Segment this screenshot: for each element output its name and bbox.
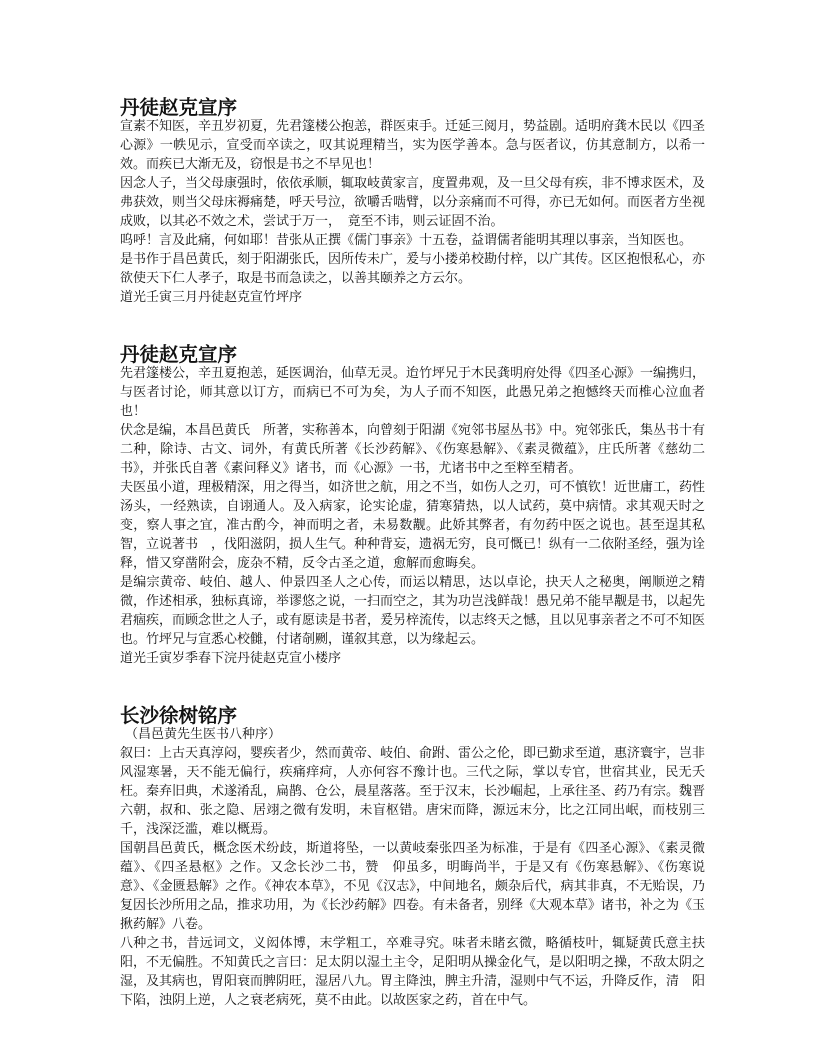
section-spacer	[120, 307, 705, 345]
paragraph: 伏念是编，本昌邑黄氏 所著，实称善本，向曾刻于阳湖《宛邻书屋丛书》中。宛邻张氏，集丛书十有二种，除诗、古文、词外，有黄氏所著《长沙药解》、《伤寒悬解》、《素灵微蕴》，庄氏所著《慈幼二书》，并张氏自著《素问释义》诸书，而《心源》一书，尤诸书中之至粹至精者。	[120, 423, 706, 476]
paragraph: 呜呼！言及此痛，何如耶！昔张从正撰《儒门事亲》十五卷，益谓儒者能明其理以事亲，当知医也。	[120, 233, 693, 248]
section-title: 丹徒赵克宣序	[120, 343, 238, 366]
paragraph: 是编宗黄帝、岐伯、越人、仲景四圣人之心传，而运以精思，达以卓论，抉天人之秘奥，阐顺逆之精微，作述相承，独标真谛，举谬悠之说，一扫而空之，其为功岂浅鲜哉！愚兄弟不能早觏是书，以起先君痼疾，而顾念世之人子，或有愿读是书者，爰另梓流传，以志终天之憾，且以见事亲者之不可不知医也。竹坪兄与宣悉心校雠，付诸剞劂，谨叙其意，以为缘起云。	[120, 575, 706, 647]
paragraph: 国朝昌邑黄氏，概念医术纷歧，斯道将坠，一以黄岐秦张四圣为标准，于是有《四圣心源》、《素灵微蕴》、《四圣悬枢》之作。又念长沙二书，赞 仰虽多，明晦尚半，于是又有《伤寒悬解》、《伤寒说意》、《金匮悬解》之作。《神农本草》，不见《汉志》，中间地名，颇杂后代，病其非真，不无贻误，乃复因长沙所用之品，推求功用，为《长沙药解》四卷。有未备者，别绎《大观本草》诸书，补之为《玉揪药解》八卷。	[120, 841, 706, 932]
paragraph: 因念人子，当父母康强时，依依承顺，辄取岐黄家言，度置弗观，及一旦父母有疾，非不博求医术，及弗获效，则当父母床褥痛楚，呼天号泣，欲嚼舌啮臂，以分亲痛而不可得，亦已无如何。而医者方坐视成败，以其必不效之术，尝试于万一， 竟至不讳，则云证固不治。	[120, 176, 706, 229]
document-page	[120, 98, 705, 1010]
paragraph: 是书作于昌邑黄氏，刻于阳湖张氏，因所传未广，爰与小搂弟校勘付梓，以广其传。区区抱恨私心，亦欲使天下仁人孝子，取是书而急读之，以善其颐养之方云尔。	[120, 252, 706, 286]
paragraph: 先君篴楼公，辛丑夏抱恙，延医调治，仙草无灵。迨竹坪兄于木民龚明府处得《四圣心源》一编携归，与医者讨论，师其意以订方，而病已不可为矣，为人子而不知医，此愚兄弟之抱憾终天而椎心泣血者也！	[120, 366, 706, 419]
section-title: 长沙徐树铭序	[120, 704, 238, 727]
section-title: 丹徒赵克宣序	[120, 96, 238, 119]
date-signature: 道光壬寅三月丹徒赵克宣竹坪序	[120, 290, 303, 305]
section-subtitle: （昌邑黄先生医书八种序）	[125, 727, 282, 742]
paragraph: 宣素不知医，辛丑岁初夏，先君篴楼公抱恙，群医束手。迁延三阅月，势益剧。适明府龚木民以《四圣心源》一帙见示，宣受而卒读之，叹其说理精当，实为医学善本。急与医者议，仿其意制方，以希一效。而疾已大渐无及，窃恨是书之不早见也！	[120, 119, 706, 172]
paragraph: 叙曰：上古天真淳闷，婴疾者少，然而黄帝、岐伯、俞跗、雷公之伦，即已勤求至道，惠济寰宇，岂非风湿寒暑，天不能无偏行，疾痛痒疴，人亦何容不豫计也。三代之际，掌以专官，世宿其业，民无夭枉。秦弃旧典，术遂淆乱，扁鹊、仓公，晨星落落。至于汉末，长沙崛起，上承往圣、药乃有宗。魏晋六朝，叔和、张之隐、居翊之微有发明，未盲枢错。唐宋而降，源远末分，比之江同出岷，而枝别三千，浅深泛滥，难以概焉。	[120, 746, 706, 837]
paragraph: 夫医虽小道，理极精深，用之得当，如济世之航，用之不当，如伤人之刃，可不慎钦！近世庸工，药性汤头，一经熟读，自诩通人。及入病家，论实论虚，猜寒猜热，以人试药，莫中病情。求其观天时之变，察人事之宜，准古酌今，神而明之者，未易数觏。此娇其弊者，有勿药中医之说也。甚至逞其私智，立说著书 ，伐阳滋阴，损人生气。种种背妄，遗祸无穷，良可慨已！纵有一二依附圣经，强为诠释，惜又穿凿附会，庞杂不精，反令古圣之道，愈解而愈晦矣。	[120, 480, 706, 571]
date-signature: 道光壬寅岁季春下浣丹徒赵克宣小楼序	[120, 651, 342, 666]
section-spacer	[120, 668, 705, 706]
paragraph: 八种之书，昔远词文，义闳体博，末学粗工，卒难寻究。味者未睹玄微，略循枝叶，辄疑黄氏意主扶阳，不无偏胜。不知黄氏之言曰：足太阴以湿土主令，足阳明从操金化气，是以阳明之操，不敌太阴之湿，及其病也，胃阳衰而脾阴旺，湿居八九。胃主降浊，脾主升清，湿则中气不运，升降反作，清 阳下陷，浊阴上逆，人之衰老病死，莫不由此。以故医家之药，首在中气。	[120, 936, 706, 1008]
